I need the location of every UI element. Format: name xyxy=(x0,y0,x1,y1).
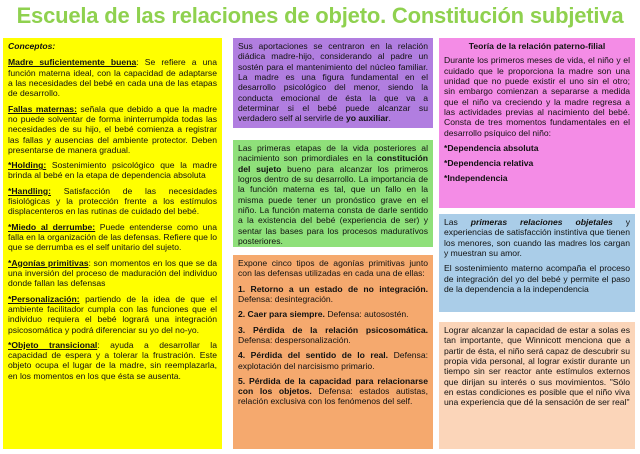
stages-panel xyxy=(233,140,433,247)
concept-item xyxy=(8,222,217,253)
object-relations-para2: El sostenimiento materno acompaña el proceso de integración del yo del bebé y permite el paso de la dependencia a la independencia xyxy=(444,263,630,294)
concept-text: : Se refiere a una función materna ideal, con la capacidad de adaptarse a las necesidades del bebé en cada una de las etapas de desarrollo. xyxy=(8,57,217,99)
object-relations-pre: Las xyxy=(444,217,471,227)
theory-text: Durante los primeros meses de vida, el niño y el cuidado que le proporciona la madre son una unidad que no puede existir el uno sin el otro; sin embargo comienzan a separarse a medida que el niño va creciendo y la madre regresa a las actividades previas al nacimiento del bebé. Consta de tres momentos fundamentales en el desarrollo psíquico del niño: xyxy=(444,55,630,138)
agony-defense: Defensa: despersonalización. xyxy=(238,334,351,345)
concept-term: *Personalización: xyxy=(8,293,80,304)
agony-item xyxy=(238,350,428,371)
agony-item xyxy=(238,325,428,346)
concept-item xyxy=(8,160,217,181)
agony-label: 2. Caer para siempre. xyxy=(238,309,325,320)
concepts-panel xyxy=(3,38,222,449)
agony-item xyxy=(238,309,428,319)
agonies-panel xyxy=(233,255,433,449)
concept-item xyxy=(8,340,217,381)
concept-text: : ayuda a desarrollar la capacidad de espera y a tolerar la frustración. Este objeto ocupa el lugar de la madre, sin reemplazarla, en los momentos en los que ésta se ausenta. xyxy=(8,339,217,381)
concept-item xyxy=(8,258,217,289)
agony-label: 4. Pérdida del sentido de lo real. xyxy=(238,350,389,361)
object-relations-post: y experiencias de satisfacción instintiva que tienen los menores, son cuando las madres los cargan y muestran su amor. xyxy=(444,217,630,258)
concept-term: Fallas maternas: xyxy=(8,103,77,114)
object-relations-text xyxy=(444,217,630,258)
stages-text xyxy=(238,143,428,246)
concept-text: Puede entenderse como una falla en la organización de las defensas. Refiere que lo que se derrumba es el self unitario del sujeto. xyxy=(8,221,217,253)
concept-term: *Agonías primitivas xyxy=(8,257,89,268)
concept-item xyxy=(8,186,217,217)
concept-item xyxy=(8,57,217,98)
concept-item xyxy=(8,294,217,335)
agony-defense: Defensa: estados autistas, relación exclusiva con los fenómenos del self. xyxy=(238,386,428,407)
agony-label: 1. Retorno a un estado de no integración. xyxy=(238,283,428,294)
concept-term: *Holding: xyxy=(8,160,47,171)
page-title: Escuela de las relaciones de objeto. Constitución subjetiva xyxy=(16,3,624,28)
theory-item: *Dependencia relativa xyxy=(444,158,534,169)
contributions-end: . xyxy=(388,113,391,124)
concept-text: partiendo de la idea de que el ambiente facilitador cumpla con las funciones que el individuo requiera el bebé logrará una integración psicosomática y podrá diferenciar su yo del no-yo. xyxy=(8,293,217,335)
agony-item xyxy=(238,284,428,305)
solitude-text: Lograr alcanzar la capacidad de estar a solas es tan importante, que Winnicott menciona que a partir de ésta, el niño será capaz de descubrir su propia vida personal, al lograr existir durante un tiempo sin ser reactor ante estímulos externos que dirijan su interés o sus movimientos. "Sólo en estas condiciones es posible que el niño viva una experiencia que dé la sensación de ser real" xyxy=(444,325,630,408)
stages-pre: Las primeras etapas de la vida posteriores al nacimiento son primordiales en la xyxy=(238,143,428,164)
agony-defense: Defensa: desintegración. xyxy=(238,293,334,304)
agonies-intro: Expone cinco tipos de agonías primitivas junto con las defensas utilizadas en cada una de ellas: xyxy=(238,258,428,279)
concept-term: *Objeto transicional xyxy=(8,339,98,350)
concept-item xyxy=(8,104,217,156)
agony-label: 5. Pérdida de la capacidad para relacionarse con los objetos. xyxy=(238,375,428,397)
concept-text: Satisfacción de las necesidades fisiológicas y la protección frente a los estímulos displacenteros en las rutinas de cuidado del bebé. xyxy=(8,185,217,217)
concepts-heading: Conceptos: xyxy=(8,41,56,51)
concept-term: Madre suficientemente buena xyxy=(8,57,137,68)
contributions-text xyxy=(238,41,428,124)
agony-defense: Defensa: autosostén. xyxy=(324,309,409,320)
theory-item: *Independencia xyxy=(444,173,508,184)
agony-item xyxy=(238,376,428,407)
solitude-panel xyxy=(439,322,635,449)
object-relations-panel xyxy=(439,214,635,312)
theory-panel xyxy=(439,38,635,208)
agony-label: 3. Pérdida de la relación psicosomática. xyxy=(238,324,428,335)
theory-heading: Teoría de la relación paterno-filial xyxy=(468,41,606,51)
concept-text: : son momentos en los que se da una inversión del proceso de maduración del individuo donde fallan las defensas xyxy=(8,257,217,289)
concept-text: señala que debido a que la madre no puede solventar de forma ininterrumpida todas las necesidades de su hijo, el bebé comienza a registrar las fallas y ausencias del ambiente protector. Deben presentarse de manera gradual. xyxy=(8,103,217,155)
contributions-body: Sus aportaciones se centraron en la relación diádica madre-hijo, considerando al padre un sostén para el mantenimiento del núcleo familiar. La madre es una figura fundamental en el desarrollo psicológico del menor, siendo la conducta emocional de ésta la que va a determinar si el bebé puede alcanzar su verdadero self al servirle de xyxy=(238,41,428,124)
object-relations-bold: primeras relaciones objetales xyxy=(470,217,613,227)
agony-defense: Defensa: explotación del narcisismo primario. xyxy=(238,350,428,371)
contributions-bold: yo auxiliar xyxy=(345,113,389,124)
stages-post: bueno para alcanzar los primeros logros dentro de su desarrollo. La importancia de la función materna es tal, que un fallo en la misma puede tener un pronóstico grave en el niño. La función materna consta de darle sentido a la existencia del bebé (experiencia de ser) y sentar las bases para los procesos maduratívos posteriores. xyxy=(238,163,428,246)
concept-text: Sostenimiento psicológico que la madre brinda al bebé en la etapa de dependencia absoluta xyxy=(8,160,217,181)
contributions-panel xyxy=(233,38,433,128)
concept-term: *Handling: xyxy=(8,185,51,196)
theory-item: *Dependencia absoluta xyxy=(444,142,539,153)
stages-bold: constitución del sujeto xyxy=(238,153,428,174)
concept-term: *Miedo al derrumbe: xyxy=(8,221,96,232)
